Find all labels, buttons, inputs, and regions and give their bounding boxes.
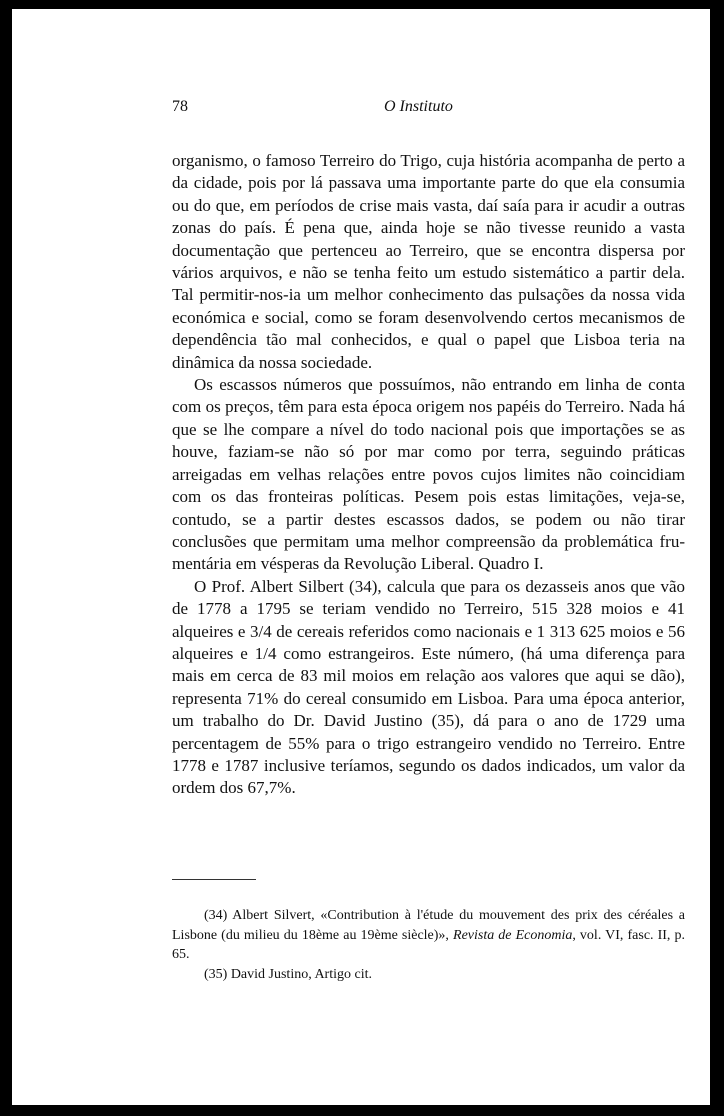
footnote-34-journal: Revista de Economia	[453, 927, 573, 943]
page-number: 78	[172, 98, 188, 115]
paragraph-1: organismo, o famoso Terreiro do Trigo, cuja história acompanha de perto a da cidade, pois por lá passava uma importante parte do que ela consumia ou do que, em períodos de crise mais vasta, daí saía para ir acudir a outras zonas do país. É pena que, ainda hoje se não tivesse reunido a vasta documentação que pertenceu ao Terreiro, que se encontra dispersa por vários arquivos, e não se tenha feito um estudo sistemático a partir dela. Tal permitir-nos-ia um melhor conhecimento das pulsações da nossa vida económica e social, como se foram desenvolvendo certos mecanismos de dependência tão mal conhecidos, e qual o papel que Lisboa teria na dinâmica da nossa sociedade.	[172, 151, 685, 372]
footnote-divider	[172, 879, 256, 880]
paragraph-2: Os escassos números que possuímos, não entrando em linha de conta com os preços, têm para esta época origem nos papéis do Terreiro. Nada há que se lhe compare a nível do todo nacional pois que importações se as houve, faziam-se não só por mar como por terra, seguindo práticas arreigadas em velhas relações entre povos cujos limites não coincidiam com os das fronteiras políticas. Pesem pois estas limitações, veja-se, contudo, se a partir destes escassos dados, se podem ou não tirar conclusões que permitam uma melhor compreensão da problemática frumentária em vésperas da Revolução Liberal. Quadro I.	[172, 375, 685, 574]
document-page	[12, 9, 710, 1105]
footnote-34-text: (34) Albert Silvert, «Contribution à l'étude du mouvement des prix des céréales a Lisbone (du milieu du 18ème au 19ème siècle)»,	[172, 908, 685, 943]
footnote-34	[172, 906, 685, 965]
running-title: O Instituto	[384, 98, 453, 115]
paragraph-3: O Prof. Albert Silbert (34), calcula que para os dezasseis anos que vão de 1778 a 1795 se teriam vendido no Terreiro, 515 328 moios e 41 alqueires e 3/4 de cereais referidos como nacionais e 1 313 625 moios e 56 alqueires e 1/4 como estrangeiros. Este número, (há uma diferença para mais em cerca de 83 mil moios em relação aos valores que aqui se dão), representa 71% do cereal consumido em Lisboa. Para uma época anterior, um trabalho do Dr. David Justino (35), dá para o ano de 1729 uma percentagem de 55% para o trigo estrangeiro vendido no Terreiro. Entre 1778 e 1787 inclusive teríamos, segundo os dados indicados, um valor da ordem dos 67,7%.	[172, 576, 685, 798]
footnote-35: (35) David Justino, Artigo cit.	[204, 966, 372, 982]
footnote-34-tail: , vol. VI, fasc. II, p. 65.	[172, 927, 686, 962]
page-header	[172, 98, 685, 120]
body-text	[172, 150, 685, 800]
footnotes	[172, 906, 685, 984]
